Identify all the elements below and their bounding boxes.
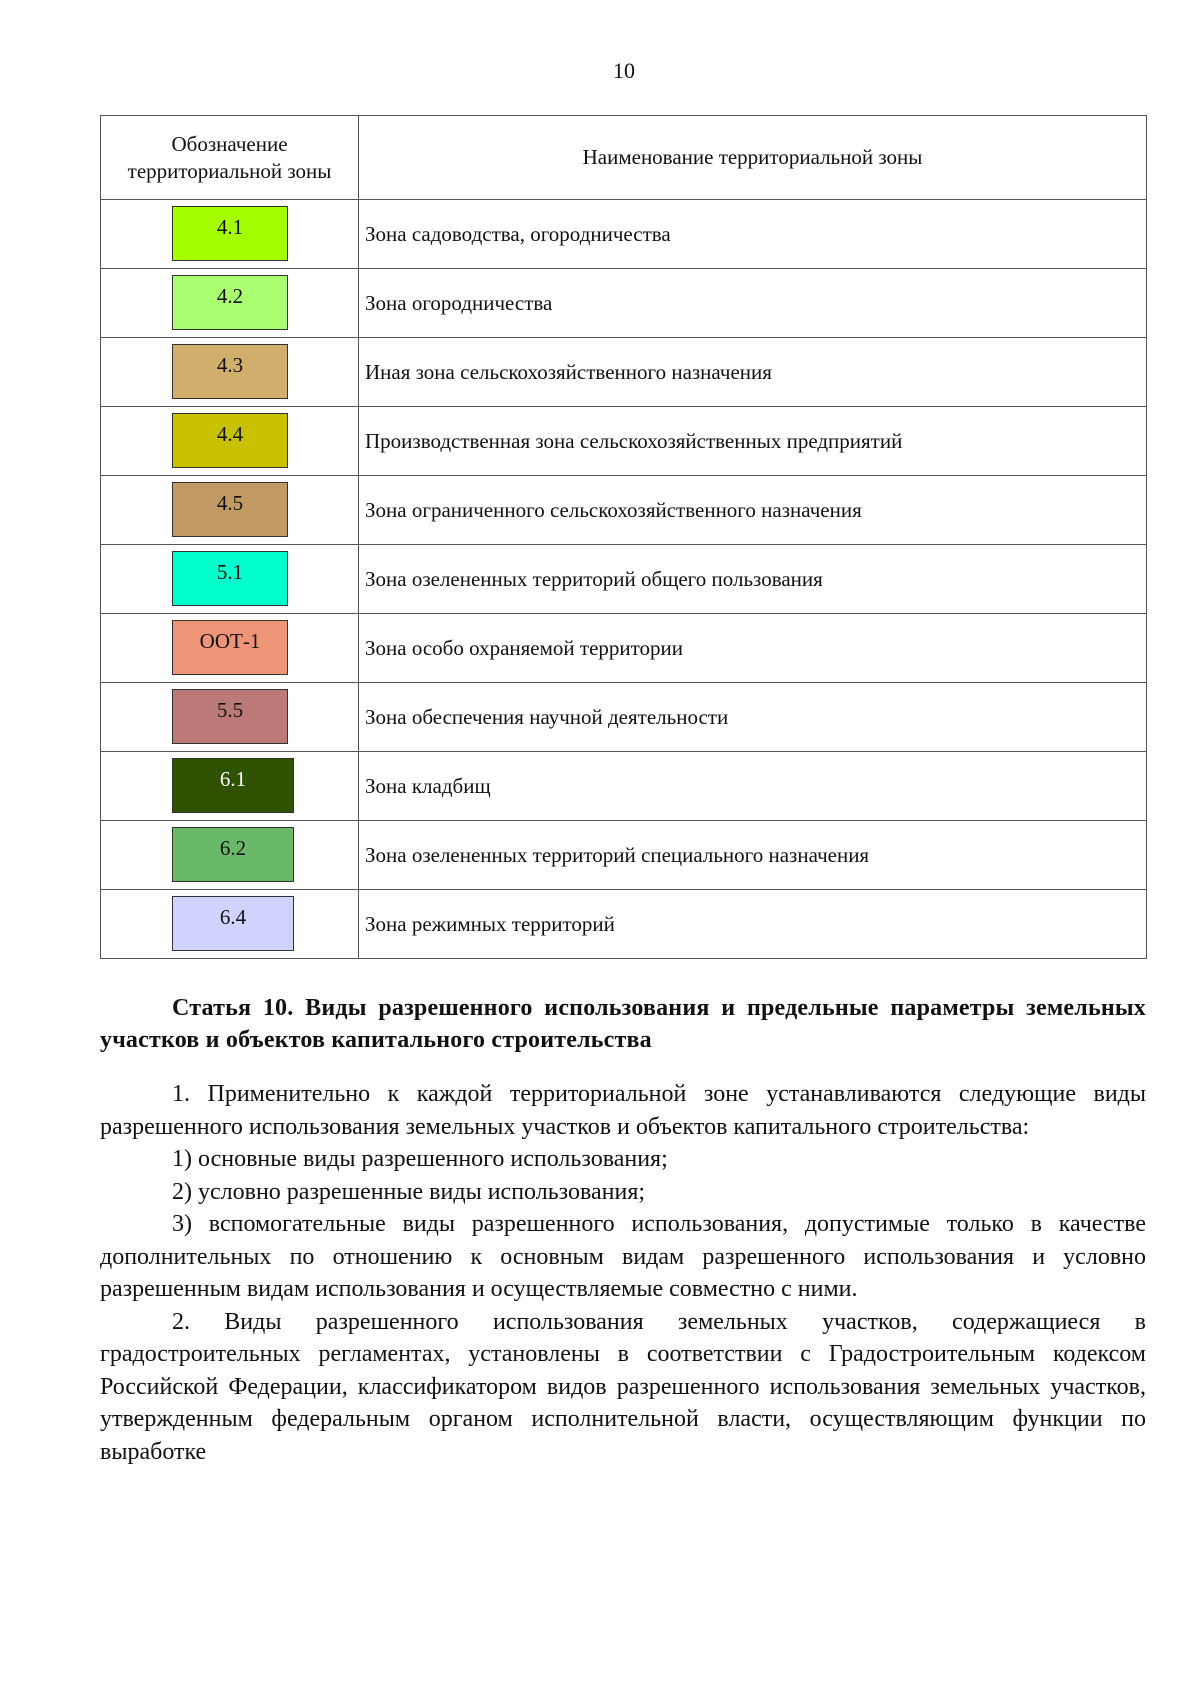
zone-color-swatch: 4.1 — [172, 206, 288, 261]
zone-color-swatch: ООТ-1 — [172, 620, 288, 675]
paragraph: 1. Применительно к каждой территориальной зоне устанавливаются следующие виды разрешенного использования земельных участков и объектов капитального строительства: — [100, 1081, 1146, 1140]
table-row — [101, 683, 1147, 752]
zone-name-cell: Производственная зона сельскохозяйственных предприятий — [359, 407, 1147, 476]
table-row — [101, 407, 1147, 476]
zone-code-cell — [101, 407, 359, 476]
zone-name-cell: Иная зона сельскохозяйственного назначения — [359, 338, 1147, 407]
zone-color-swatch: 5.5 — [172, 689, 288, 744]
table-row — [101, 338, 1147, 407]
table-body — [101, 200, 1147, 959]
zone-name-cell: Зона кладбищ — [359, 752, 1147, 821]
zone-name-cell: Зона режимных территорий — [359, 890, 1147, 959]
page-number: 10 — [613, 58, 635, 83]
table-row — [101, 200, 1147, 269]
header-code: Обозначение территориальной зоны — [101, 116, 359, 200]
zone-name-cell: Зона огородничества — [359, 269, 1147, 338]
table-row — [101, 890, 1147, 959]
zone-color-swatch: 6.2 — [172, 827, 294, 882]
zone-code-cell — [101, 200, 359, 269]
zone-color-swatch: 6.4 — [172, 896, 294, 951]
table-row — [101, 545, 1147, 614]
zone-code-cell — [101, 476, 359, 545]
zone-name-cell: Зона садоводства, огородничества — [359, 200, 1147, 269]
zone-color-swatch: 4.2 — [172, 275, 288, 330]
zone-name-cell: Зона обеспечения научной деятельности — [359, 683, 1147, 752]
paragraph: 2) условно разрешенные виды использования; — [172, 1178, 646, 1205]
article-body — [100, 1078, 1146, 1468]
zone-code-cell — [101, 269, 359, 338]
table-row — [101, 476, 1147, 545]
zone-color-swatch: 6.1 — [172, 758, 294, 813]
table-row — [101, 269, 1147, 338]
zone-color-swatch: 5.1 — [172, 551, 288, 606]
table-row — [101, 752, 1147, 821]
zone-name-cell: Зона озелененных территорий общего пользования — [359, 545, 1147, 614]
zone-code-cell — [101, 338, 359, 407]
zone-code-cell — [101, 545, 359, 614]
article-title: Статья 10. Виды разрешенного использования и предельные параметры земельных участков и объектов капитального строительства — [100, 995, 1146, 1053]
table-header-row — [101, 116, 1147, 200]
zone-code-cell — [101, 614, 359, 683]
zone-color-swatch: 4.5 — [172, 482, 288, 537]
zone-name-cell: Зона озелененных территорий специального назначения — [359, 821, 1147, 890]
table-row — [101, 614, 1147, 683]
zone-name-cell: Зона ограниченного сельскохозяйственного назначения — [359, 476, 1147, 545]
zones-table — [100, 115, 1147, 959]
zone-code-cell — [101, 683, 359, 752]
paragraph: 3) вспомогательные виды разрешенного использования, допустимые только в качестве дополнительных по отношению к основным видам разрешенного использования и условно разрешенным видам использования и осуществляемые совместно с ними. — [100, 1211, 1146, 1302]
zone-code-cell — [101, 890, 359, 959]
table-row — [101, 821, 1147, 890]
zone-name-cell: Зона особо охраняемой территории — [359, 614, 1147, 683]
paragraph: 2. Виды разрешенного использования земельных участков, содержащиеся в градостроительных регламентах, установлены в соответствии с Градостроительным кодексом Российской Федерации, классификатором видов разрешенного использования земельных участков, утвержденным федеральным органом исполнительной власти, осуществляющим функции по выработке — [100, 1308, 1146, 1465]
zone-color-swatch: 4.4 — [172, 413, 288, 468]
paragraph: 1) основные виды разрешенного использования; — [172, 1146, 668, 1172]
zone-code-cell — [101, 821, 359, 890]
header-name: Наименование территориальной зоны — [359, 116, 1147, 200]
zone-color-swatch: 4.3 — [172, 344, 288, 399]
zone-code-cell — [101, 752, 359, 821]
